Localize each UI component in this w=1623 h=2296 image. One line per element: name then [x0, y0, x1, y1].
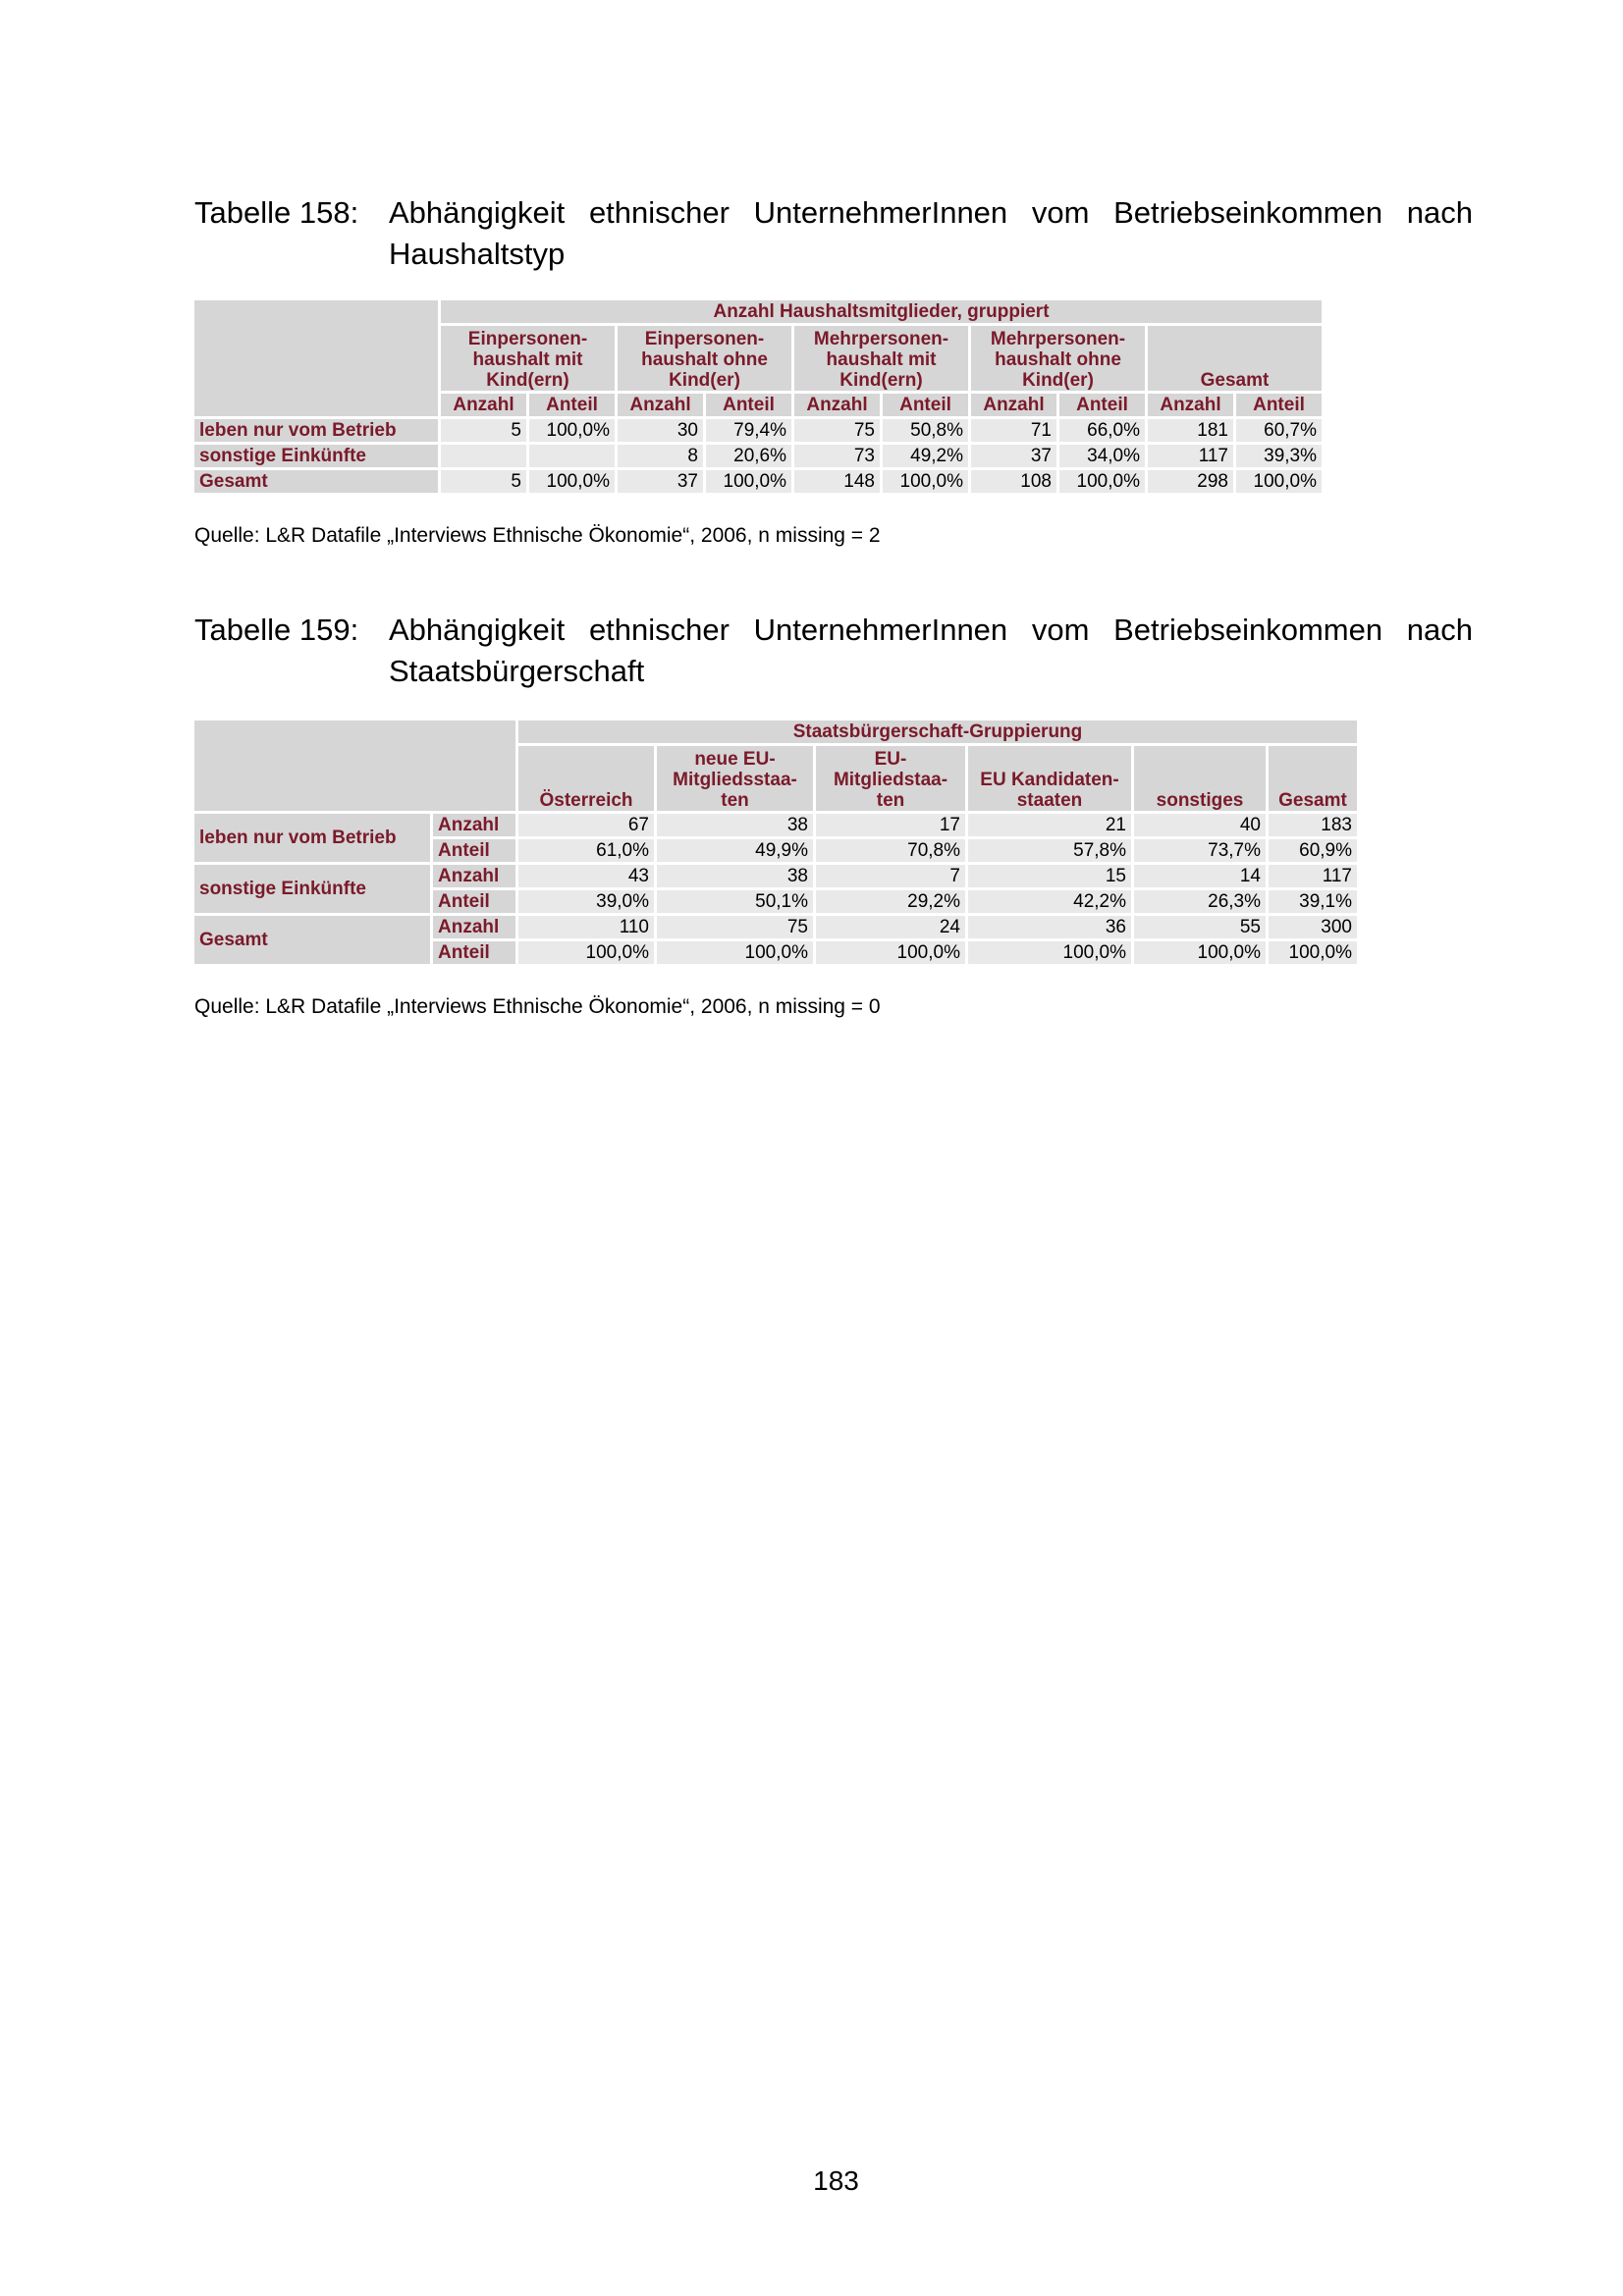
column-header: EU- Mitgliedstaa- ten — [816, 746, 965, 811]
table-158-source: Quelle: L&R Datafile „Interviews Ethnische Ökonomie“, 2006, n missing = 2 — [194, 524, 881, 547]
table-row — [194, 814, 1357, 836]
value-cell: 43 — [518, 865, 654, 887]
subheader-anteil: Anteil — [1236, 394, 1322, 416]
value-cell: 57,8% — [968, 839, 1131, 862]
value-cell: 17 — [816, 814, 965, 836]
value-cell: 39,3% — [1236, 445, 1322, 467]
table-row — [194, 445, 1322, 467]
column-header: Gesamt — [1148, 326, 1322, 391]
value-cell: 5 — [441, 470, 526, 493]
value-cell: 148 — [794, 470, 880, 493]
value-cell: 37 — [971, 445, 1056, 467]
table-159-source: Quelle: L&R Datafile „Interviews Ethnische Ökonomie“, 2006, n missing = 0 — [194, 995, 881, 1018]
value-cell: 108 — [971, 470, 1056, 493]
value-cell — [529, 445, 615, 467]
value-cell: 75 — [794, 419, 880, 442]
value-cell: 29,2% — [816, 890, 965, 913]
value-cell: 67 — [518, 814, 654, 836]
value-cell — [441, 445, 526, 467]
value-cell: 73 — [794, 445, 880, 467]
value-cell: 40 — [1134, 814, 1266, 836]
value-cell: 100,0% — [706, 470, 791, 493]
value-cell: 49,2% — [883, 445, 968, 467]
subheader-anzahl: Anzahl — [433, 814, 515, 836]
value-cell: 36 — [968, 916, 1131, 938]
value-cell: 100,0% — [518, 941, 654, 964]
column-header: sonstiges — [1134, 746, 1266, 811]
value-cell: 298 — [1148, 470, 1233, 493]
value-cell: 100,0% — [529, 419, 615, 442]
column-header: neue EU- Mitgliedsstaa- ten — [657, 746, 813, 811]
value-cell: 66,0% — [1059, 419, 1145, 442]
value-cell: 100,0% — [657, 941, 813, 964]
value-cell: 42,2% — [968, 890, 1131, 913]
table-158-title: Abhängigkeit ethnischer UnternehmerInnen vom Betriebseinkommen nach Haushaltstyp — [389, 195, 1473, 271]
value-cell: 50,8% — [883, 419, 968, 442]
value-cell: 14 — [1134, 865, 1266, 887]
value-cell: 183 — [1269, 814, 1357, 836]
column-header: Einpersonen- haushalt ohne Kind(er) — [618, 326, 791, 391]
value-cell: 39,0% — [518, 890, 654, 913]
value-cell: 100,0% — [1059, 470, 1145, 493]
value-cell: 100,0% — [883, 470, 968, 493]
row-label: leben nur vom Betrieb — [194, 419, 438, 442]
value-cell: 181 — [1148, 419, 1233, 442]
value-cell: 7 — [816, 865, 965, 887]
column-header: Österreich — [518, 746, 654, 811]
table-159-title: Abhängigkeit ethnischer UnternehmerInnen vom Betriebseinkommen nach Staatsbürgerschaft — [389, 613, 1473, 688]
subheader-anzahl: Anzahl — [971, 394, 1056, 416]
value-cell: 61,0% — [518, 839, 654, 862]
value-cell: 100,0% — [1134, 941, 1266, 964]
group-header: Staatsbürgerschaft-Gruppierung — [518, 721, 1357, 743]
value-cell: 34,0% — [1059, 445, 1145, 467]
value-cell: 38 — [657, 814, 813, 836]
value-cell: 100,0% — [529, 470, 615, 493]
subheader-anzahl: Anzahl — [618, 394, 703, 416]
value-cell: 39,1% — [1269, 890, 1357, 913]
column-header: Gesamt — [1269, 746, 1357, 811]
value-cell: 15 — [968, 865, 1131, 887]
table-158-caption — [194, 192, 1473, 275]
value-cell: 75 — [657, 916, 813, 938]
column-header: Mehrpersonen- haushalt mit Kind(ern) — [794, 326, 968, 391]
value-cell: 20,6% — [706, 445, 791, 467]
page-number: 183 — [813, 2165, 859, 2196]
value-cell: 24 — [816, 916, 965, 938]
subheader-anzahl: Anzahl — [794, 394, 880, 416]
value-cell: 49,9% — [657, 839, 813, 862]
column-header: EU Kandidaten- staaten — [968, 746, 1131, 811]
value-cell: 8 — [618, 445, 703, 467]
subheader-anzahl: Anzahl — [441, 394, 526, 416]
table-159-caption — [194, 610, 1473, 692]
row-label: leben nur vom Betrieb — [194, 814, 430, 862]
row-label: sonstige Einkünfte — [194, 865, 430, 913]
value-cell: 79,4% — [706, 419, 791, 442]
column-header: Mehrpersonen- haushalt ohne Kind(er) — [971, 326, 1145, 391]
value-cell: 55 — [1134, 916, 1266, 938]
value-cell: 70,8% — [816, 839, 965, 862]
value-cell: 100,0% — [968, 941, 1131, 964]
table-row — [194, 865, 1357, 887]
subheader-anteil: Anteil — [883, 394, 968, 416]
stub-header — [194, 300, 438, 416]
table-row — [194, 419, 1322, 442]
subheader-anzahl: Anzahl — [433, 865, 515, 887]
subheader-anteil: Anteil — [433, 941, 515, 964]
value-cell: 71 — [971, 419, 1056, 442]
value-cell: 300 — [1269, 916, 1357, 938]
value-cell: 110 — [518, 916, 654, 938]
column-header: Einpersonen- haushalt mit Kind(ern) — [441, 326, 615, 391]
table-159-number: Tabelle 159: — [194, 613, 359, 647]
stub-header — [194, 721, 515, 811]
value-cell: 117 — [1148, 445, 1233, 467]
row-label: Gesamt — [194, 916, 430, 964]
table-159 — [191, 718, 1360, 967]
subheader-anteil: Anteil — [1059, 394, 1145, 416]
table-158 — [191, 297, 1325, 496]
value-cell: 73,7% — [1134, 839, 1266, 862]
value-cell: 37 — [618, 470, 703, 493]
subheader-anzahl: Anzahl — [1148, 394, 1233, 416]
value-cell: 100,0% — [1236, 470, 1322, 493]
row-label: sonstige Einkünfte — [194, 445, 438, 467]
value-cell: 100,0% — [816, 941, 965, 964]
value-cell: 26,3% — [1134, 890, 1266, 913]
table-row — [194, 916, 1357, 938]
value-cell: 30 — [618, 419, 703, 442]
subheader-anteil: Anteil — [433, 890, 515, 913]
subheader-anzahl: Anzahl — [433, 916, 515, 938]
value-cell: 60,7% — [1236, 419, 1322, 442]
subheader-anteil: Anteil — [529, 394, 615, 416]
value-cell: 117 — [1269, 865, 1357, 887]
value-cell: 50,1% — [657, 890, 813, 913]
value-cell: 38 — [657, 865, 813, 887]
value-cell: 21 — [968, 814, 1131, 836]
table-158-number: Tabelle 158: — [194, 195, 359, 230]
value-cell: 60,9% — [1269, 839, 1357, 862]
subheader-anteil: Anteil — [706, 394, 791, 416]
value-cell: 100,0% — [1269, 941, 1357, 964]
value-cell: 5 — [441, 419, 526, 442]
group-header: Anzahl Haushaltsmitglieder, gruppiert — [441, 300, 1322, 323]
table-row — [194, 470, 1322, 493]
row-label: Gesamt — [194, 470, 438, 493]
subheader-anteil: Anteil — [433, 839, 515, 862]
